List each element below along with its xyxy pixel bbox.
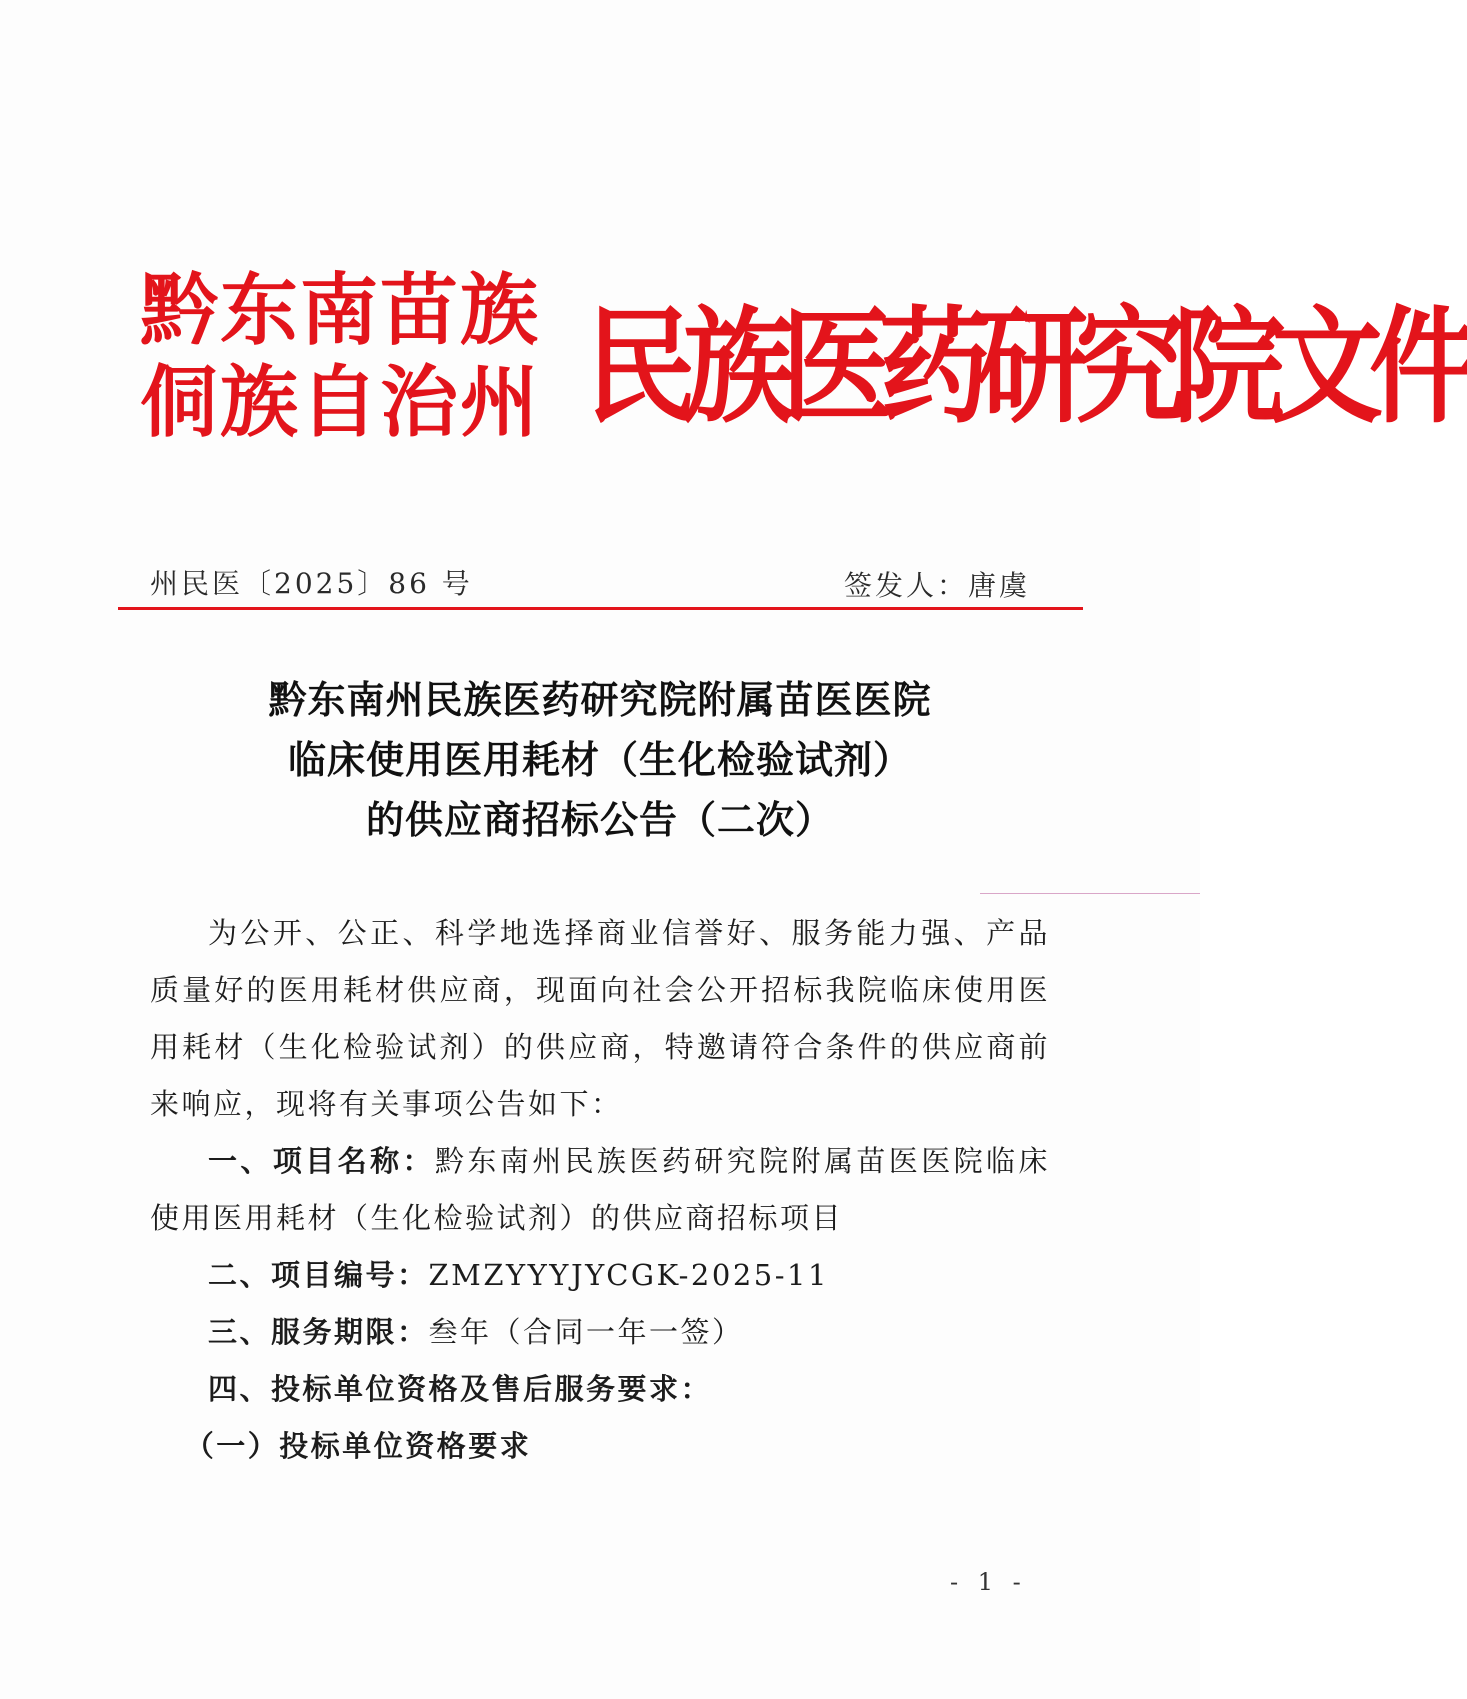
- document-number-row: [150, 562, 1050, 602]
- letterhead-line-2: 侗族自治州: [140, 358, 541, 448]
- item-3-value: 叁年（合同一年一签）: [428, 1315, 744, 1349]
- title-line-2: 临床使用医用耗材（生化检验试剂）: [287, 738, 912, 782]
- intro-paragraph: 为公开、公正、科学地选择商业信誉好、服务能力强、产品质量好的医用耗材供应商，现面向社会公开招标我院临床使用医用耗材（生化检验试剂）的供应商，特邀请符合条件的供应商前来响应，现将有关事项公告如下：: [150, 916, 1050, 1121]
- red-separator-line: [118, 607, 1083, 610]
- sub-item-bidder-qualification: （一）投标单位资格要求: [184, 1429, 532, 1463]
- document-number: 州民医〔2025〕86 号: [150, 567, 473, 600]
- item-2-value: ZMZYYYJYCGK-2025-11: [428, 1258, 829, 1292]
- margin-mark: [980, 893, 1200, 894]
- letterhead: [140, 265, 1467, 465]
- item-3-label: 三、服务期限：: [208, 1315, 429, 1349]
- document-body: [150, 905, 1050, 1475]
- item-1-label: 一、项目名称：: [208, 1144, 435, 1178]
- letterhead-institution: 民族医药研究院文件: [585, 293, 1467, 441]
- letterhead-issuer-region: [140, 265, 580, 449]
- item-project-number: [150, 1247, 1050, 1304]
- item-service-period: [150, 1304, 1050, 1361]
- title-line-3: 的供应商招标公告（二次）: [365, 798, 834, 842]
- letterhead-line-1: 黔东南苗族: [140, 266, 541, 356]
- item-1-value: 黔东南州民族医药研究院附属苗医医院临床使用医用耗材（生化检验试剂）的供应商招标项目: [150, 1144, 1050, 1235]
- item-2-label: 二、项目编号：: [208, 1258, 429, 1292]
- document-title: [120, 670, 1080, 850]
- title-line-1: 黔东南州民族医药研究院附属苗医医院: [268, 678, 932, 722]
- signer: 签发人：唐虞: [843, 569, 1030, 602]
- item-4-label: 四、投标单位资格及售后服务要求：: [208, 1372, 713, 1406]
- item-qualifications: [150, 1361, 1050, 1418]
- page-number: - 1 -: [950, 1568, 1027, 1596]
- item-project-name: [150, 1133, 1050, 1247]
